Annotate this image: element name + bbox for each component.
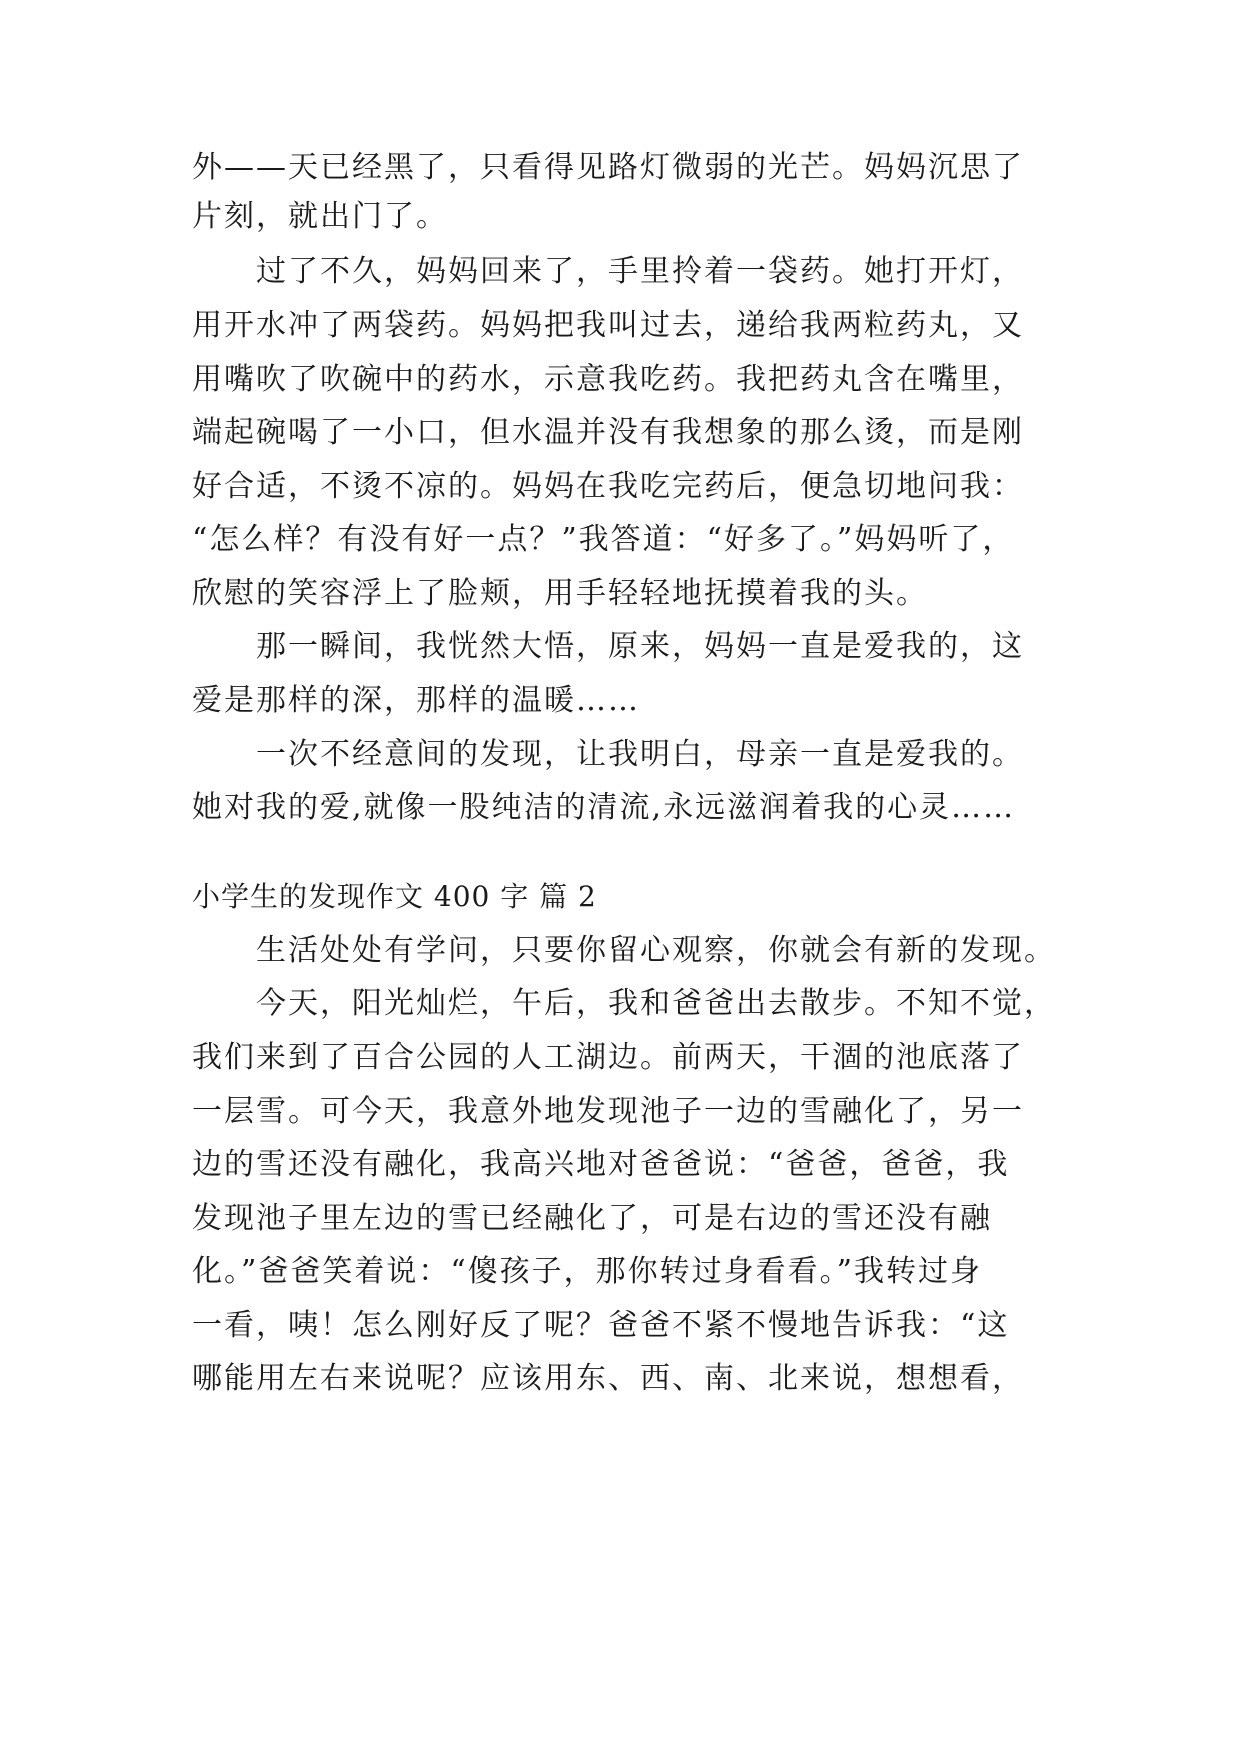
paragraph-line: 一层雪。可今天，我意外地发现池子一边的雪融化了，另一 (192, 1094, 1024, 1129)
paragraph-line: 我们来到了百合公园的人工湖边。前两天，干涸的池底落了 (192, 1040, 1024, 1075)
paragraph-line: 好合适，不烫不凉的。妈妈在我吃完药后，便急切地问我： (192, 469, 1024, 504)
paragraph-line: 欣慰的笑容浮上了脸颊，用手轻轻地抚摸着我的头。 (192, 576, 928, 611)
paragraph-line: 化。”爸爸笑着说：“傻孩子，那你转过身看看。”我转过身 (192, 1254, 983, 1289)
paragraph-line: 用开水冲了两袋药。妈妈把我叫过去，递给我两粒药丸，又 (192, 308, 1024, 343)
paragraph-line: “怎么样？有没有好一点？”我答道：“好多了。”妈妈听了， (192, 522, 1015, 557)
paragraph-line: 用嘴吹了吹碗中的药水，示意我吃药。我把药丸含在嘴里， (192, 362, 1024, 397)
paragraph-line: 端起碗喝了一小口，但水温并没有我想象的那么烫，而是刚 (192, 415, 1024, 450)
paragraph-line: 边的雪还没有融化，我高兴地对爸爸说：“爸爸，爸爸，我 (192, 1147, 1010, 1182)
paragraph-line: 发现池子里左边的雪已经融化了，可是右边的雪还没有融 (192, 1201, 992, 1236)
paragraph-line: 她对我的爱,就像一股纯洁的清流,永远滋润着我的心灵…… (192, 790, 1016, 825)
paragraph-line: 片刻，就出门了。 (192, 199, 448, 234)
paragraph-line: 过了不久，妈妈回来了，手里拎着一袋药。她打开灯， (256, 254, 1024, 289)
paragraph-line: 爱是那样的深，那样的温暖…… (192, 683, 640, 718)
paragraph-line: 今天，阳光灿烂，午后，我和爸爸出去散步。不知不觉， (256, 986, 1056, 1021)
section-heading: 小学生的发现作文 400 字 篇 2 (192, 880, 597, 913)
paragraph-line: 一看，咦！怎么刚好反了呢？爸爸不紧不慢地告诉我：“这 (192, 1308, 1010, 1343)
paragraph-line: 哪能用左右来说呢？应该用东、西、南、北来说，想想看， (192, 1361, 1024, 1396)
paragraph-line: 那一瞬间，我恍然大悟，原来，妈妈一直是爱我的，这 (256, 629, 1024, 664)
paragraph-line: 一次不经意间的发现，让我明白，母亲一直是爱我的。 (256, 737, 1024, 772)
paragraph-line: 外——天已经黑了，只看得见路灯微弱的光芒。妈妈沉思了 (192, 150, 1024, 185)
paragraph-line: 生活处处有学问，只要你留心观察，你就会有新的发现。 (256, 933, 1056, 968)
